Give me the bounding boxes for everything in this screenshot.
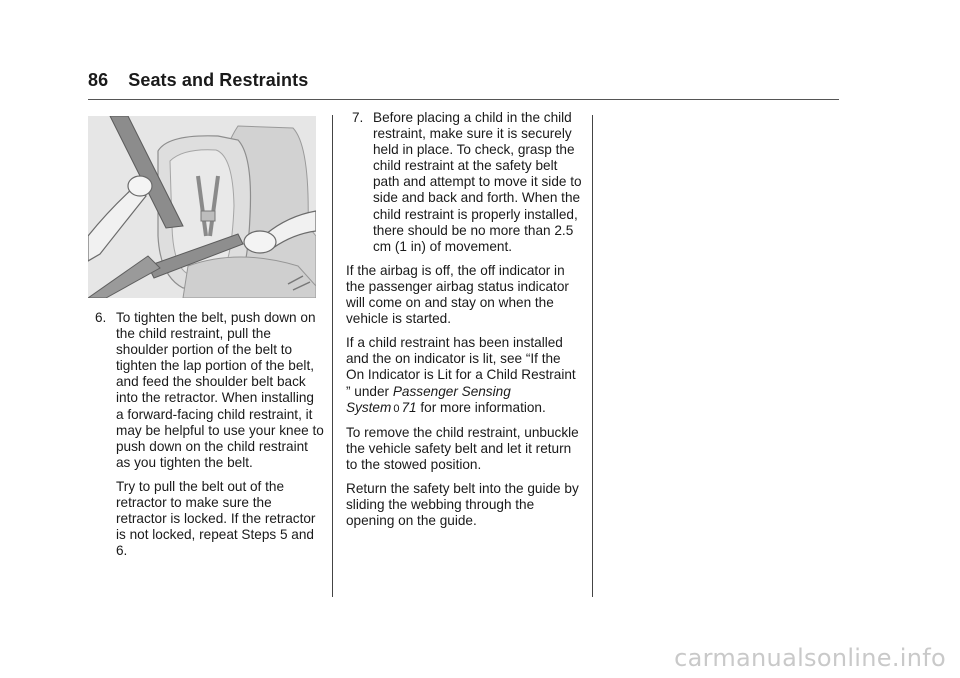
column-divider-1 — [332, 115, 333, 597]
installed-text-end: for more information. — [416, 399, 546, 415]
step-number: 6. — [95, 310, 107, 325]
step-7 — [346, 110, 582, 255]
middle-column — [346, 110, 582, 537]
page-reference-icon: 0 — [393, 402, 400, 415]
step-text: Before placing a child in the child restraint, make sure it is securely held in place. To check, grasp the child restraint at the safety belt path and attempt to move it side to side and back and forth. When the child restraint is properly installed, there should be no more than 2.5 cm (1 in) of movement. — [373, 110, 582, 254]
illustration-graphic — [88, 116, 316, 298]
header-rule — [88, 99, 839, 100]
step-number: 7. — [352, 110, 364, 125]
section-title: Seats and Restraints — [128, 70, 309, 90]
airbag-off-paragraph: If the airbag is off, the off indicator in the passenger airbag status indicator will come on and stay on when the vehicle is started. — [346, 262, 569, 327]
installed-text: If a child restraint has been installed and the on indicator is lit, see “If the On Indicator is Lit for a Child Restraint ” under — [346, 335, 576, 399]
step-text: To tighten the belt, push down on the child restraint, pull the shoulder portion of the belt to tighten the lap portion of the belt, and feed the shoulder belt back into the retractor. When installing a forward-facing child restraint, it may be helpful to use your knee to push down on the child restraint as you tighten the belt. — [116, 310, 324, 470]
step-6 — [95, 310, 325, 471]
column-divider-2 — [592, 115, 593, 597]
page-reference-number[interactable]: 71 — [401, 399, 417, 415]
page-number: 86 — [88, 70, 109, 90]
installed-paragraph — [346, 335, 582, 416]
step-6-followup: Try to pull the belt out of the retractor to make sure the retractor is locked. If the retractor is not locked, repeat Steps 5 and 6. — [116, 478, 316, 559]
page-header — [88, 70, 308, 91]
left-column — [95, 310, 325, 567]
remove-paragraph: To remove the child restraint, unbuckle the vehicle safety belt and let it return to the stowed position. — [346, 424, 579, 472]
watermark: carmanualsonline.info — [674, 644, 946, 672]
passenger-sensing-link[interactable]: Passenger Sensing System — [346, 383, 511, 415]
return-paragraph: Return the safety belt into the guide by sliding the webbing through the opening on the guide. — [346, 480, 579, 529]
child-restraint-illustration — [88, 116, 316, 298]
